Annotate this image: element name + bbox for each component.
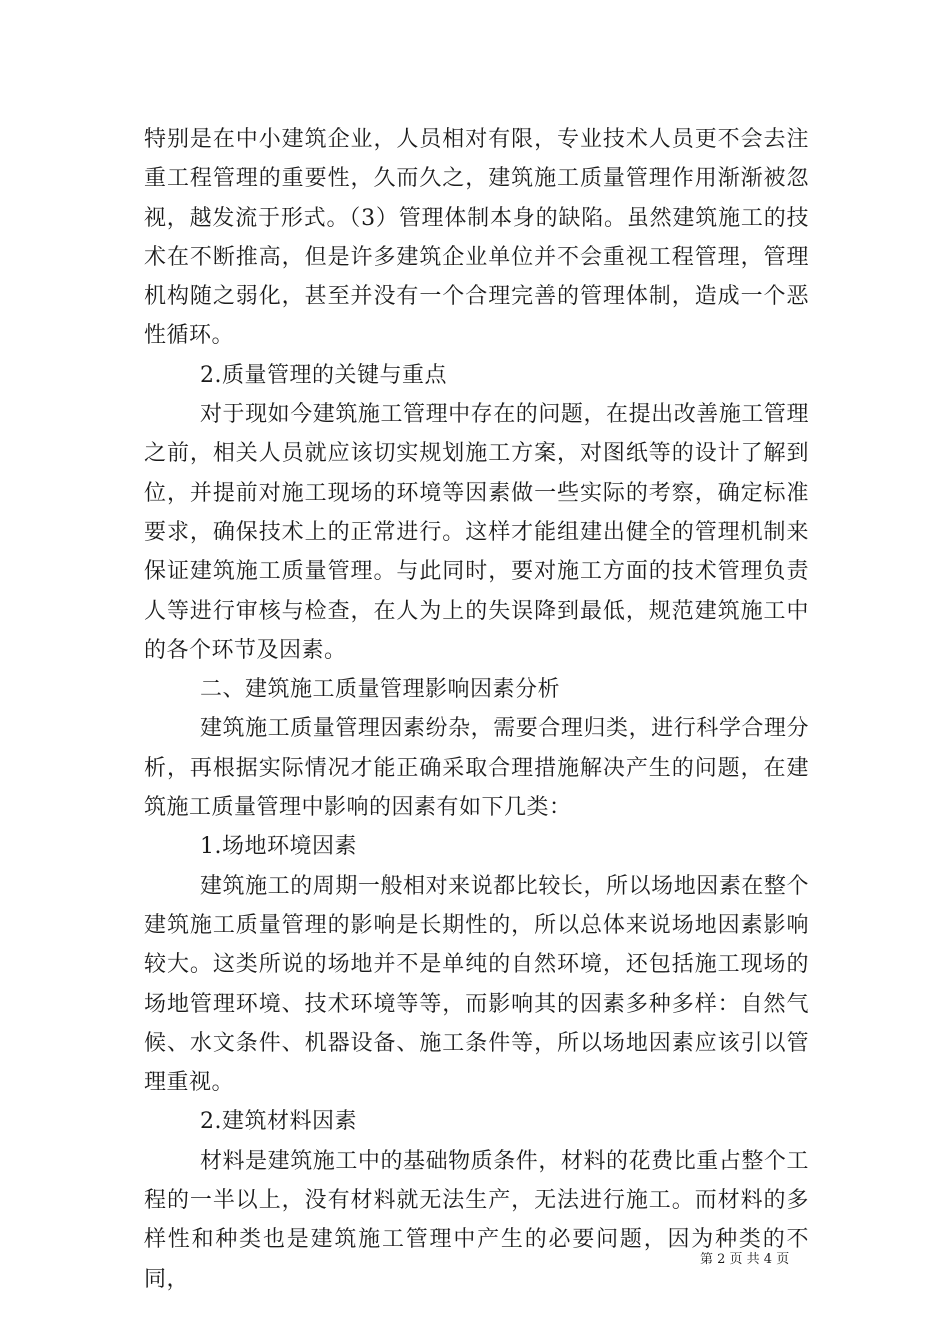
page-number-footer: 第 2 页 共 4 页: [700, 1252, 790, 1267]
paragraph-quality-keys: 对于现如今建筑施工管理中存在的问题，在提出改善施工管理之前，相关人员就应该切实规划施工方案，对图纸等的设计了解到位，并提前对施工现场的环境等因素做一些实际的考察，确定标准要求，确保技术上的正常进行。这样才能组建出健全的管理机制来保证建筑施工质量管理。与此同时，要对施工方面的技术管理负责人等进行审核与检查，在人为上的失误降到最低，规范建筑施工中的各个环节及因素。: [144, 402, 809, 663]
section-heading-site-environment: 1.场地环境因素: [200, 834, 357, 860]
document-body: [144, 120, 809, 1299]
paragraph-continuation: 特别是在中小建筑企业，人员相对有限，专业技术人员更不会去注重工程管理的重要性，久而久之，建筑施工质量管理作用渐渐被忽视，越发流于形式。（3）管理体制本身的缺陷。虽然建筑施工的技术在不断推高，但是许多建筑企业单位并不会重视工程管理，管理机构随之弱化，甚至并没有一个合理完善的管理体制，造成一个恶性循环。: [144, 127, 809, 349]
section-heading-materials: 2.建筑材料因素: [200, 1109, 357, 1135]
section-heading-quality-keys: 2.质量管理的关键与重点: [200, 362, 447, 388]
paragraph-materials: 材料是建筑施工中的基础物质条件，材料的花费比重占整个工程的一半以上，没有材料就无法生产，无法进行施工。而材料的多样性和种类也是建筑施工管理中产生的必要问题，因为种类的不同，: [144, 1148, 809, 1292]
section-heading-factor-analysis: 二、建筑施工质量管理影响因素分析: [200, 677, 561, 703]
paragraph-factor-analysis: 建筑施工质量管理因素纷杂，需要合理归类，进行科学合理分析，再根据实际情况才能正确采取合理措施解决产生的问题，在建筑施工质量管理中影响的因素有如下几类：: [144, 716, 809, 821]
paragraph-site-environment: 建筑施工的周期一般相对来说都比较长，所以场地因素在整个建筑施工质量管理的影响是长期性的，所以总体来说场地因素影响较大。这类所说的场地并不是单纯的自然环境，还包括施工现场的场地管理环境、技术环境等等，而影响其的因素多种多样：自然气候、水文条件、机器设备、施工条件等，所以场地因素应该引以管理重视。: [144, 873, 809, 1096]
